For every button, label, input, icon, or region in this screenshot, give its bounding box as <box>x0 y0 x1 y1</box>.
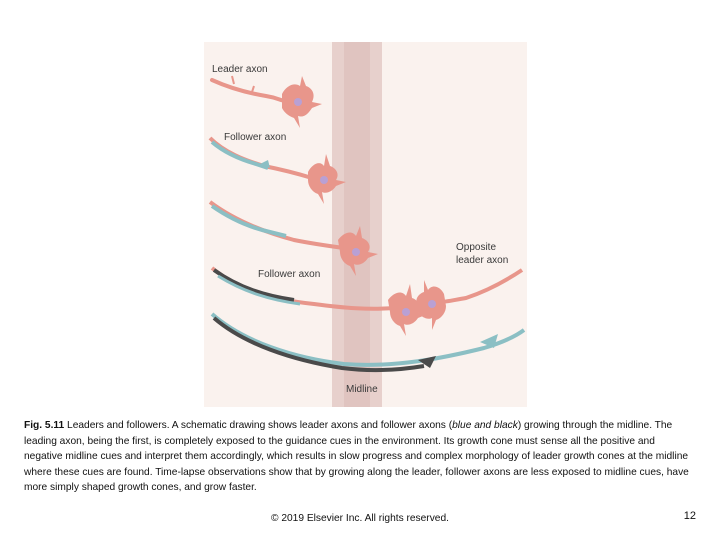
axon-schematic <box>204 42 527 407</box>
label-leader-axon: Leader axon <box>212 64 268 75</box>
label-opposite-line2: leader axon <box>456 255 509 266</box>
figure-caption <box>24 418 696 496</box>
figure <box>204 42 527 407</box>
caption-label: Fig. 5.11 <box>24 420 65 431</box>
nucleus <box>294 98 302 106</box>
label-follower-axon-1: Follower axon <box>224 132 287 143</box>
caption-text-part1: Leaders and followers. A schematic drawing shows leader axons and follower axons ( <box>64 420 453 431</box>
caption-emphasis: blue and black <box>452 420 518 431</box>
label-midline: Midline <box>346 384 378 395</box>
copyright-notice: © 2019 Elsevier Inc. All rights reserved. <box>271 513 449 524</box>
page-number: 12 <box>683 510 696 522</box>
midline-core <box>344 42 370 407</box>
label-opposite-line1: Opposite <box>456 242 497 253</box>
caption-text-part2: ) growing through the midline. The leading axon, being the first, is completely exposed to the guidance cues in the environment. Its growth cone must sense all the positive and negative midline cues and interpret them accordingly, which results in slow progress and complex morphology of leader growth cones at the midline where these cues are found. Time-lapse observations show that by growing along the leader, follower axons are less exposed to midline cues, have more simply shaped growth cones, and grow faster. <box>24 420 689 494</box>
label-follower-axon-2: Follower axon <box>258 269 321 280</box>
